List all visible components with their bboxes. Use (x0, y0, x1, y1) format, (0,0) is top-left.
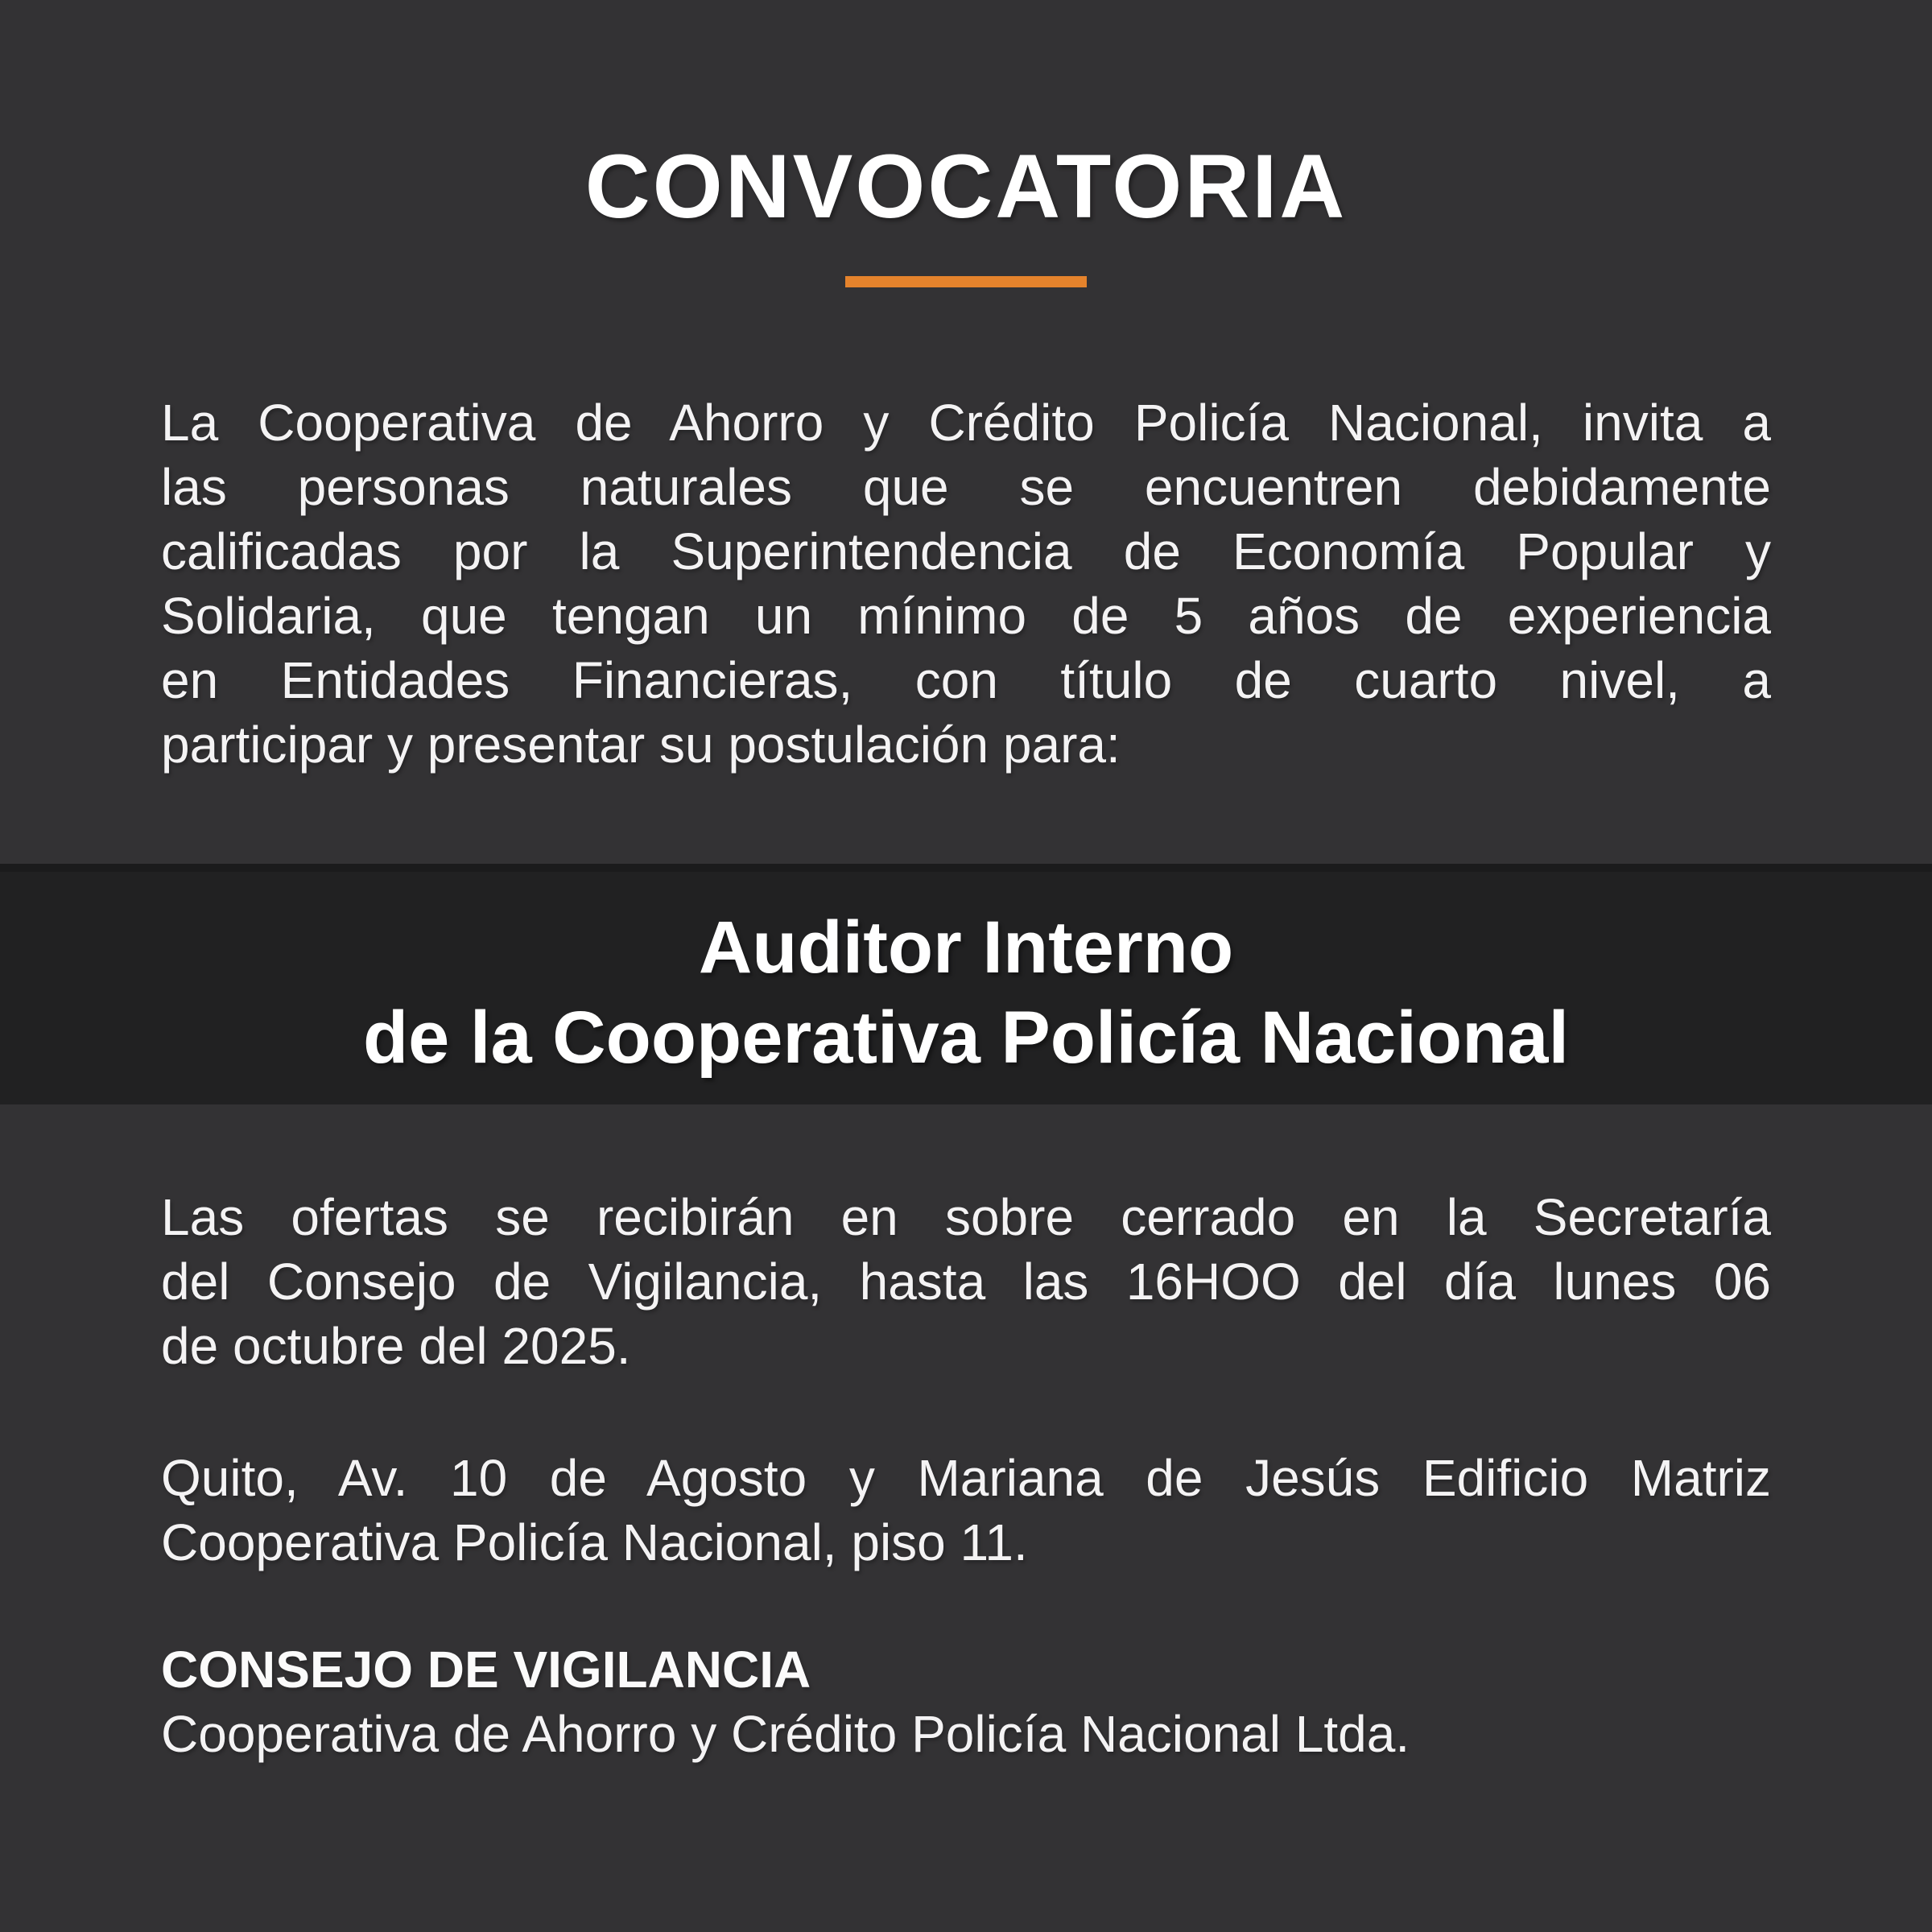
submission-details-paragraph (161, 1185, 1771, 1378)
position-heading (0, 872, 1932, 1083)
text-line: participar y presentar su postulación para: (161, 715, 1121, 774)
text-line: Las ofertas se recibirán en sobre cerrado en la Secretaría (161, 1187, 1771, 1246)
position-band (0, 864, 1932, 1104)
text-line: Solidaria, que tengan un mínimo de 5 años de experiencia (161, 586, 1771, 645)
page-title: CONVOCATORIA (584, 136, 1348, 237)
text-line: del Consejo de Vigilancia, hasta las 16HOO del día lunes 06 (161, 1252, 1771, 1311)
text-line: La Cooperativa de Ahorro y Crédito Policía Nacional, invita a (161, 393, 1771, 452)
text-line: calificadas por la Superintendencia de Economía Popular y (161, 522, 1771, 580)
signature-block (161, 1637, 1771, 1766)
text-line: de la Cooperativa Policía Nacional (362, 996, 1570, 1079)
text-line: Cooperativa Policía Nacional, piso 11. (161, 1513, 1028, 1571)
text-line: de octubre del 2025. (161, 1316, 631, 1375)
text-line: en Entidades Financieras, con título de cuarto nivel, a (161, 650, 1771, 709)
intro-paragraph (161, 390, 1771, 777)
signature-heading: CONSEJO DE VIGILANCIA (161, 1640, 811, 1699)
text-line: las personas naturales que se encuentren debidamente (161, 457, 1771, 516)
accent-divider (845, 276, 1087, 287)
text-line: Quito, Av. 10 de Agosto y Mariana de Jesús Edificio Matriz (161, 1448, 1771, 1507)
signature-subheading: Cooperativa de Ahorro y Crédito Policía Nacional Ltda. (161, 1704, 1410, 1763)
text-line: Auditor Interno (698, 906, 1234, 989)
address-paragraph (161, 1446, 1771, 1575)
